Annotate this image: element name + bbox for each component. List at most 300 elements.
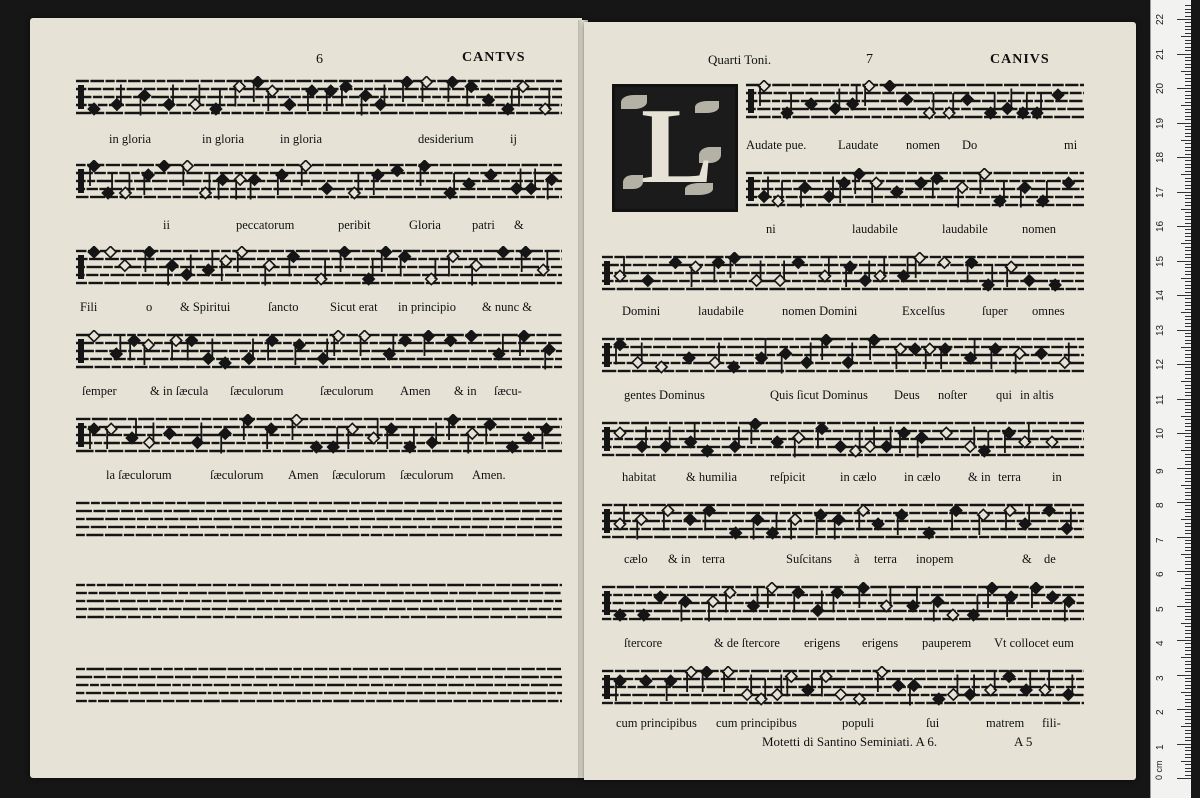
ruler-tick <box>1185 454 1191 455</box>
note <box>288 251 299 277</box>
note <box>915 177 926 188</box>
ruler-tick <box>1185 547 1191 548</box>
ruler-tick <box>1185 154 1191 155</box>
note <box>540 89 551 115</box>
note <box>466 330 477 341</box>
ruler-tick <box>1185 523 1191 524</box>
ruler-number: 21 <box>1155 48 1166 60</box>
ruler-tick <box>1185 678 1191 679</box>
note <box>789 514 800 540</box>
ruler-tick <box>1181 105 1191 106</box>
music-staff <box>602 418 1084 460</box>
ruler-tick <box>1177 330 1191 331</box>
note <box>444 173 455 199</box>
note <box>985 670 996 696</box>
ruler-number: 15 <box>1155 255 1166 267</box>
music-staff <box>602 666 1084 708</box>
clef-mark <box>78 423 84 447</box>
ruler-tick <box>1185 340 1191 341</box>
ruler-tick <box>1185 133 1191 134</box>
note <box>210 89 221 115</box>
ruler-tick <box>1185 771 1191 772</box>
ruler-number: 5 <box>1155 605 1166 612</box>
ruler-tick <box>1177 606 1191 607</box>
ruler-tick <box>1185 423 1191 424</box>
ruler-tick <box>1185 247 1191 248</box>
ruler-tick <box>1181 347 1191 348</box>
ruler-tick <box>1185 326 1191 327</box>
mode-heading: Quarti Toni. <box>708 52 772 67</box>
ruler-tick <box>1185 305 1191 306</box>
ruler-tick <box>1185 447 1191 448</box>
lyric-line: Fili o & Spiritui ſancto Sicut erat in principio & nunc & <box>80 300 532 314</box>
note <box>793 432 804 458</box>
note <box>786 671 797 697</box>
note <box>328 427 339 453</box>
ruler-tick <box>1185 643 1191 644</box>
ruler-tick <box>1185 205 1191 206</box>
note <box>898 256 909 282</box>
note <box>994 181 1005 207</box>
music-staff <box>76 160 562 202</box>
note <box>858 505 869 531</box>
clef-mark <box>78 255 84 279</box>
note <box>875 256 886 282</box>
note <box>340 81 351 107</box>
note <box>950 505 961 531</box>
note <box>847 84 858 110</box>
ruler-tick <box>1185 430 1191 431</box>
ruler-tick <box>1185 98 1191 99</box>
ruler-tick <box>1185 33 1191 34</box>
note <box>704 505 715 531</box>
ruler-tick <box>1185 561 1191 562</box>
note <box>105 246 116 257</box>
note <box>662 505 673 531</box>
music-staff <box>602 582 1084 624</box>
note <box>139 90 150 116</box>
ruler-tick <box>1185 216 1191 217</box>
ruler-tick <box>1185 702 1191 703</box>
ruler-number: 18 <box>1155 151 1166 163</box>
ruler-tick <box>1185 740 1191 741</box>
ruler-tick <box>1185 167 1191 168</box>
note <box>119 260 130 271</box>
clef-mark <box>604 675 610 699</box>
note <box>799 182 810 208</box>
ruler-tick <box>1181 140 1191 141</box>
ruler-tick <box>1177 123 1191 124</box>
ruler-tick <box>1185 281 1191 282</box>
note <box>466 81 477 107</box>
ruler-tick <box>1185 595 1191 596</box>
music-staff <box>746 80 1084 122</box>
ruler-tick <box>1185 609 1191 610</box>
ruler-tick <box>1185 664 1191 665</box>
ruler-tick <box>1181 381 1191 382</box>
note <box>102 173 113 199</box>
ruler-tick <box>1185 81 1191 82</box>
note <box>502 89 513 115</box>
ruler-number: 1 <box>1155 743 1166 750</box>
ruler-number: 4 <box>1155 640 1166 646</box>
decorated-initial-letter: L <box>612 84 738 212</box>
note <box>1024 275 1035 286</box>
right-voice-heading: CANIVS <box>990 52 1050 67</box>
ruler-tick <box>1185 374 1191 375</box>
ruler-tick <box>1185 581 1191 582</box>
ruler-tick <box>1177 571 1191 572</box>
ruler-number: 12 <box>1155 358 1166 370</box>
ruler-tick <box>1185 236 1191 237</box>
ruler-tick <box>1181 416 1191 417</box>
ruler-tick <box>1185 12 1191 13</box>
ruler-tick <box>1185 29 1191 30</box>
ruler-tick <box>1185 147 1191 148</box>
clef-mark <box>604 261 610 285</box>
ruler-tick <box>1185 254 1191 255</box>
note <box>368 418 379 444</box>
ruler-tick <box>1185 298 1191 299</box>
note <box>965 338 976 364</box>
ruler-tick <box>1185 464 1191 465</box>
note <box>670 257 681 268</box>
note <box>392 165 403 176</box>
note <box>399 251 410 277</box>
note <box>159 160 170 171</box>
ruler-tick <box>1185 233 1191 234</box>
note <box>234 81 245 107</box>
note <box>538 250 549 276</box>
ruler-tick <box>1177 399 1191 400</box>
ruler-tick <box>1185 302 1191 303</box>
empty-music-staff <box>76 580 562 622</box>
note <box>1017 93 1028 119</box>
ruler-tick <box>1185 292 1191 293</box>
ruler-tick <box>1185 564 1191 565</box>
ruler-tick <box>1181 726 1191 727</box>
note <box>881 586 892 612</box>
ruler-number: 3 <box>1155 674 1166 681</box>
ruler-tick <box>1185 26 1191 27</box>
note <box>724 587 735 613</box>
ruler-tick <box>1185 129 1191 130</box>
note <box>908 680 919 706</box>
ruler-tick <box>1185 354 1191 355</box>
ruler-tick <box>1185 440 1191 441</box>
ruler-tick <box>1185 626 1191 627</box>
ruler-tick <box>1181 71 1191 72</box>
note <box>901 94 912 105</box>
note <box>909 343 920 354</box>
note <box>916 432 927 458</box>
ruler-tick <box>1185 616 1191 617</box>
note <box>235 174 246 200</box>
note <box>642 275 653 286</box>
music-staff <box>76 246 562 288</box>
ruler-number: 7 <box>1155 536 1166 543</box>
ruler-number: 2 <box>1155 709 1166 715</box>
note <box>200 173 211 199</box>
ruler-tick <box>1185 443 1191 444</box>
ruler-tick <box>1185 47 1191 48</box>
ruler-tick <box>1185 361 1191 362</box>
footer-title: Motetti di Santino Seminiati. A 6. <box>762 734 938 749</box>
ruler-tick <box>1185 568 1191 569</box>
note <box>680 596 691 622</box>
note <box>983 265 994 291</box>
ruler-tick <box>1185 267 1191 268</box>
ruler-tick <box>1185 685 1191 686</box>
ruler-tick <box>1185 119 1191 120</box>
ruler-tick <box>1185 530 1191 531</box>
ruler-tick <box>1185 392 1191 393</box>
note <box>1063 177 1074 188</box>
note <box>752 514 763 540</box>
ruler-tick <box>1185 578 1191 579</box>
music-staff <box>76 414 562 456</box>
ruler-tick <box>1185 181 1191 182</box>
ruler-tick <box>1177 675 1191 676</box>
lyric-line: la ſæculorum ſæculorum Amen ſæculorum ſæculorum Amen. <box>106 468 506 482</box>
ruler-tick <box>1185 630 1191 631</box>
ruler-tick <box>1181 554 1191 555</box>
note <box>1063 596 1074 622</box>
ruler-tick <box>1177 502 1191 503</box>
note <box>884 80 895 91</box>
ruler-tick <box>1185 716 1191 717</box>
note <box>684 514 695 525</box>
note <box>447 251 458 277</box>
note <box>707 596 718 622</box>
ruler-tick <box>1185 16 1191 17</box>
note <box>1003 671 1014 682</box>
ruler-tick <box>1185 492 1191 493</box>
ruler-tick <box>1185 333 1191 334</box>
ruler-tick <box>1181 761 1191 762</box>
ruler-tick <box>1185 160 1191 161</box>
left-page-number: 6 <box>316 52 323 67</box>
ruler-tick <box>1185 74 1191 75</box>
note <box>1004 505 1015 531</box>
ruler-tick <box>1185 9 1191 10</box>
ruler-tick <box>1185 712 1191 713</box>
note <box>819 256 830 282</box>
ruler-tick <box>1185 688 1191 689</box>
note <box>614 256 625 282</box>
ruler-tick <box>1185 409 1191 410</box>
ruler-tick <box>1185 405 1191 406</box>
note <box>979 431 990 457</box>
note <box>820 671 831 697</box>
ruler-tick <box>1177 88 1191 89</box>
note <box>816 423 827 449</box>
ruler-tick <box>1177 226 1191 227</box>
ruler-tick <box>1185 602 1191 603</box>
note <box>1031 93 1042 119</box>
ruler-tick <box>1185 198 1191 199</box>
ruler-tick <box>1185 136 1191 137</box>
note <box>685 422 696 448</box>
note <box>957 182 968 208</box>
note <box>544 344 555 370</box>
ruler-tick <box>1185 516 1191 517</box>
ruler-number: 16 <box>1155 220 1166 232</box>
ruler-tick <box>1185 419 1191 420</box>
note <box>944 93 955 119</box>
note <box>850 431 861 457</box>
ruler-tick <box>1185 378 1191 379</box>
ruler-tick <box>1185 747 1191 748</box>
note <box>1021 670 1032 696</box>
clef-mark <box>748 89 754 113</box>
ruler-tick <box>1185 229 1191 230</box>
ruler-tick <box>1185 202 1191 203</box>
note <box>166 260 177 286</box>
ruler-tick <box>1185 112 1191 113</box>
note <box>781 93 792 119</box>
ruler-tick <box>1185 350 1191 351</box>
ruler-tick <box>1185 250 1191 251</box>
music-staff <box>602 252 1084 294</box>
ruler-tick <box>1181 174 1191 175</box>
note <box>164 428 175 439</box>
ruler-tick <box>1177 640 1191 641</box>
ruler-tick <box>1185 343 1191 344</box>
note <box>713 257 724 283</box>
ruler-tick <box>1185 50 1191 51</box>
lyric-line: ſemper & in ſæcula ſæculorum ſæculorum Amen & in ſæcu- <box>82 384 522 398</box>
note <box>315 259 326 285</box>
clef-mark <box>78 339 84 363</box>
note <box>546 174 557 200</box>
lyric-line: in gloria in gloria in gloria desiderium ij <box>109 132 517 146</box>
note <box>907 586 918 612</box>
ruler-tick <box>1185 240 1191 241</box>
note <box>1019 182 1030 208</box>
lyric-line: habitat & humilia reſpicit in cælo in cælo & in terra in <box>622 470 1062 484</box>
ruler-number: 19 <box>1155 117 1166 129</box>
note <box>1019 422 1030 448</box>
ruler-tick <box>1185 461 1191 462</box>
note <box>1044 505 1055 516</box>
note <box>1014 348 1025 374</box>
ruler-number: 14 <box>1155 289 1166 301</box>
note <box>985 93 996 119</box>
ruler-tick <box>1185 109 1191 110</box>
ruler-tick <box>1185 60 1191 61</box>
ruler-tick <box>1181 36 1191 37</box>
music-staff <box>76 330 562 372</box>
ruler-tick <box>1185 323 1191 324</box>
lyric-line: Domini laudabile nomen Domini Excelſus ſuper omnes <box>622 304 1065 318</box>
note <box>485 419 496 445</box>
note <box>931 173 942 199</box>
ruler-tick <box>1177 709 1191 710</box>
measuring-ruler <box>1150 0 1191 798</box>
ruler-tick <box>1185 599 1191 600</box>
ruler-tick <box>1185 457 1191 458</box>
note <box>1052 89 1063 100</box>
ruler-tick <box>1185 550 1191 551</box>
ruler-tick <box>1185 699 1191 700</box>
right-page-number: 7 <box>866 52 873 67</box>
note <box>793 587 804 613</box>
ruler-tick <box>1185 257 1191 258</box>
note <box>384 334 395 360</box>
ruler-tick <box>1185 481 1191 482</box>
ruler-tick <box>1185 319 1191 320</box>
ruler-tick <box>1177 364 1191 365</box>
ruler-tick <box>1185 57 1191 58</box>
ruler-tick <box>1177 157 1191 158</box>
ruler-tick <box>1181 519 1191 520</box>
note <box>120 173 131 199</box>
ruler-unit-label: 0 cm <box>1154 760 1164 780</box>
note <box>249 174 260 200</box>
note <box>835 689 846 700</box>
note <box>126 418 137 444</box>
ruler-tick <box>1185 223 1191 224</box>
ruler-tick <box>1185 733 1191 734</box>
ruler-tick <box>1177 192 1191 193</box>
ruler-tick <box>1185 661 1191 662</box>
ruler-tick <box>1185 43 1191 44</box>
note <box>517 81 528 107</box>
ruler-tick <box>1185 637 1191 638</box>
lyric-line: Audate pue. Laudate nomen Do mi <box>746 138 1078 152</box>
note <box>349 173 360 199</box>
ruler-tick <box>1181 278 1191 279</box>
note <box>614 339 625 365</box>
ruler-tick <box>1185 367 1191 368</box>
ruler-tick <box>1185 288 1191 289</box>
lyric-line: ni laudabile laudabile nomen <box>766 222 1057 236</box>
note <box>1039 670 1050 696</box>
ruler-tick <box>1185 650 1191 651</box>
note <box>968 595 979 621</box>
empty-music-staff <box>76 664 562 706</box>
ruler-tick <box>1177 744 1191 745</box>
note <box>485 169 496 180</box>
clef-mark <box>604 509 610 533</box>
clef-mark <box>748 177 754 201</box>
note <box>467 428 478 454</box>
note <box>128 335 139 361</box>
ruler-tick <box>1185 512 1191 513</box>
note <box>832 587 843 613</box>
ruler-tick <box>1185 695 1191 696</box>
lyric-line: cum principibus cum principibus populi ſui matrem fili- <box>616 716 1061 730</box>
ruler-tick <box>1185 116 1191 117</box>
ruler-tick <box>1185 40 1191 41</box>
right-page <box>584 22 1136 780</box>
note <box>493 334 504 360</box>
ruler-tick <box>1185 612 1191 613</box>
note <box>767 513 778 539</box>
ruler-tick <box>1185 316 1191 317</box>
ruler-tick <box>1185 95 1191 96</box>
note <box>498 246 509 257</box>
ruler-tick <box>1185 754 1191 755</box>
note <box>932 596 943 622</box>
music-staff <box>602 334 1084 376</box>
clef-mark <box>604 427 610 451</box>
ruler-number: 6 <box>1155 571 1166 577</box>
ruler-tick <box>1185 143 1191 144</box>
ruler-tick <box>1185 668 1191 669</box>
ruler-tick <box>1185 471 1191 472</box>
